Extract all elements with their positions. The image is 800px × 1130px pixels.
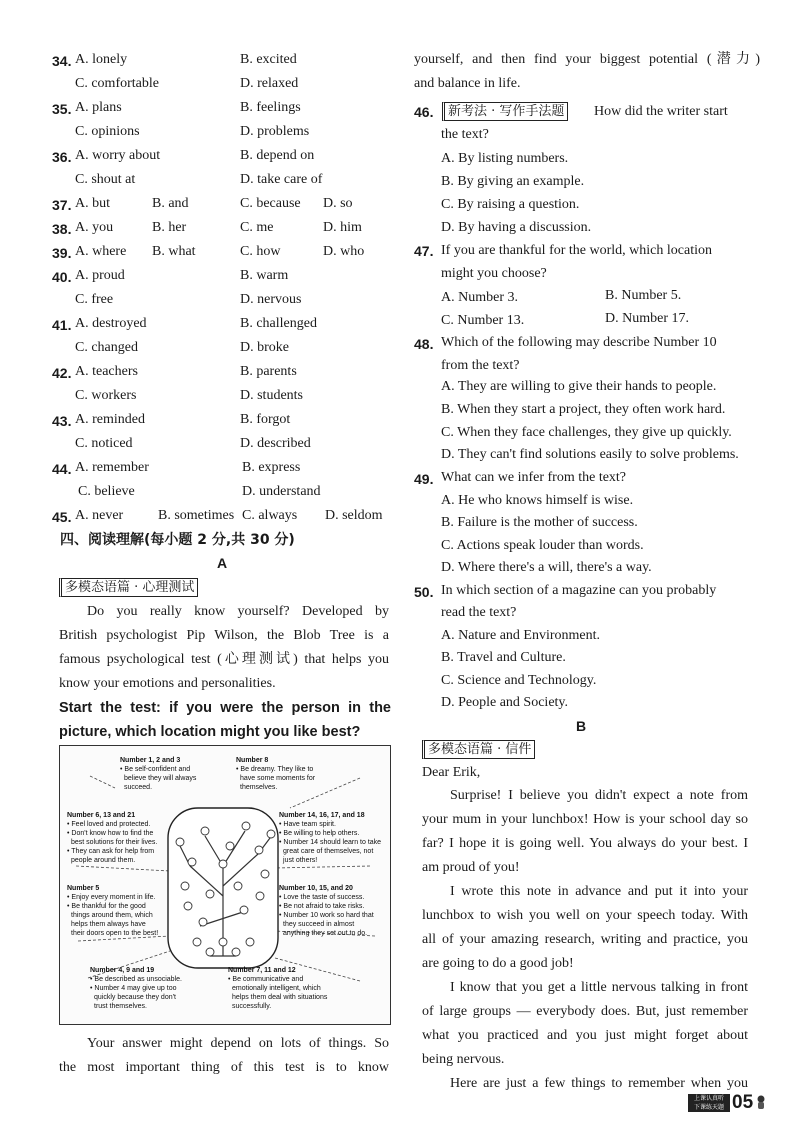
passage-a-paragraph-1 — [59, 600, 389, 696]
box-line: • Don't know how to find the — [67, 830, 154, 837]
option-a: A. but — [75, 196, 110, 211]
box-line: succeed. — [124, 784, 153, 791]
option-d: D. By having a discussion. — [441, 220, 592, 235]
option-a: A. proud — [75, 268, 125, 283]
box-line: • Be thankful for the good — [67, 903, 146, 910]
test-instruction — [59, 696, 391, 744]
question-stem: In which section of a magazine can you probably — [441, 583, 717, 598]
box-line: themselves. — [240, 784, 278, 791]
blob-tree-figure — [59, 745, 391, 1025]
box-line: emotionally intelligent, which — [232, 985, 321, 992]
figure-box-7 — [90, 966, 182, 1011]
option-a: A. He who knows himself is wise. — [441, 493, 634, 508]
question-tag: 新考法 · 写作手法题 — [442, 102, 568, 121]
question-number: 44. — [52, 461, 72, 477]
option-a: A. never — [75, 508, 124, 523]
text-line: British psychologist Pip Wilson, the Blob Tree is a — [59, 628, 389, 643]
passage-tag: 多模态语篇 · 心理测试 — [59, 578, 198, 597]
question-number: 35. — [52, 101, 72, 117]
question-number: 41. — [52, 317, 72, 333]
box-line: helps them always have — [71, 921, 146, 928]
question-stem: from the text? — [441, 358, 520, 373]
option-d: D. broke — [240, 340, 289, 355]
text-line: Start the test: if you were the person in the — [59, 700, 391, 716]
option-d: D. understand — [242, 484, 321, 499]
option-d: D. described — [240, 436, 311, 451]
option-a: A. lonely — [75, 52, 128, 67]
option-d: D. Number 17. — [605, 311, 689, 326]
box-heading: Number 10, 15, and 20 — [279, 885, 353, 892]
box-line: • Have team spirit. — [279, 821, 336, 828]
badge-line: 上课认真听 — [693, 1095, 724, 1102]
option-b: B. sometimes — [158, 508, 235, 523]
option-a: A. Number 3. — [441, 290, 518, 305]
option-b: B. When they start a project, they often work hard. — [441, 402, 726, 417]
box-line: have some moments for — [240, 775, 316, 782]
option-c: C. always — [242, 508, 298, 523]
option-b: B. her — [152, 220, 187, 235]
text-line: know your emotions and personalities. — [59, 676, 276, 691]
section-heading: 四、阅读理解(每小题 2 分,共 30 分) — [60, 532, 295, 548]
option-a: A. reminded — [75, 412, 145, 427]
option-d: D. relaxed — [240, 76, 299, 91]
text-line: far? I hope it is going well. You always do your best. I — [422, 836, 748, 851]
option-c: C. free — [75, 292, 114, 307]
option-b: B. what — [152, 244, 196, 259]
text-line: are going to do a good job! — [422, 956, 574, 971]
box-line: just others! — [283, 857, 318, 864]
text-line: of large groups — everybody does. But, just remember — [422, 1004, 748, 1019]
passage-a-continuation — [414, 48, 760, 96]
page-badge — [688, 1092, 768, 1114]
question-stem: might you choose? — [441, 266, 547, 281]
option-b: B. feelings — [240, 100, 301, 115]
question-stem: read the text? — [441, 605, 517, 620]
question-number: 37. — [52, 197, 72, 213]
text-line: and balance in life. — [414, 76, 521, 91]
option-d: D. Where there's a will, there's a way. — [441, 560, 652, 575]
option-d: D. problems — [240, 124, 310, 139]
figure-box-4 — [279, 811, 381, 865]
option-d: D. nervous — [240, 292, 302, 307]
option-c: C. shout at — [75, 172, 136, 187]
option-b: B. By giving an example. — [441, 174, 585, 189]
text-line: Here are just a few things to remember when you — [450, 1076, 748, 1091]
box-line: • Number 4 may give up too — [90, 985, 177, 992]
box-line: • Number 14 should learn to take — [279, 839, 382, 846]
box-line: people around them. — [71, 857, 136, 864]
figure-box-2 — [236, 756, 315, 792]
figure-box-8 — [228, 966, 327, 1011]
box-line: things around them, which — [71, 912, 153, 919]
text-line: I know that you get a little nervous talking in front — [450, 980, 748, 995]
option-b: B. excited — [240, 52, 297, 67]
box-line: successfully. — [232, 1003, 272, 1010]
option-a: A. worry about — [75, 148, 161, 163]
box-heading: Number 14, 16, 17, and 18 — [279, 812, 365, 819]
option-d: D. him — [323, 220, 362, 235]
box-line: • Love the taste of success. — [279, 894, 365, 901]
option-c: C. me — [240, 220, 274, 235]
question-number: 34. — [52, 53, 72, 69]
option-a: A. you — [75, 220, 114, 235]
option-a: A. They are willing to give their hands to people. — [441, 379, 717, 394]
box-line: believe they will always — [124, 775, 197, 782]
letter-paragraph-1 — [422, 784, 748, 880]
option-b: B. Failure is the mother of success. — [441, 515, 638, 530]
box-line: • Be willing to help others. — [279, 830, 360, 837]
option-c: C. When they face challenges, they give up quickly. — [441, 425, 732, 440]
box-line: • Enjoy every moment in life. — [67, 894, 156, 901]
option-a: A. remember — [75, 460, 149, 475]
option-b: B. Travel and Culture. — [441, 650, 566, 665]
option-d: D. students — [240, 388, 303, 403]
passage-tag: 多模态语篇 · 信件 — [422, 740, 535, 759]
question-stem: What can we infer from the text? — [441, 470, 627, 485]
box-line: anything they set out to do. — [283, 930, 368, 937]
question-number: 50. — [414, 584, 434, 600]
option-a: A. teachers — [75, 364, 138, 379]
option-a: A. By listing numbers. — [441, 151, 569, 166]
mascot-icon — [756, 1095, 766, 1109]
box-line: • Number 10 work so hard that — [279, 912, 374, 919]
box-line: • Feel loved and protected. — [67, 821, 151, 828]
figure-box-1 — [120, 756, 196, 792]
text-line: the most important thing of this test is to know — [59, 1060, 389, 1075]
figure-box-3 — [67, 811, 157, 865]
question-number: 47. — [414, 243, 434, 259]
box-heading: Number 7, 11 and 12 — [228, 967, 296, 974]
question-stem: How did the writer start — [594, 104, 728, 119]
option-c: C. comfortable — [75, 76, 159, 91]
box-line: • They can ask for help from — [67, 848, 155, 855]
option-d: D. who — [323, 244, 365, 259]
box-line: trust themselves. — [94, 1003, 147, 1010]
box-heading: Number 5 — [67, 885, 100, 892]
box-line: helps them deal with situations — [232, 994, 328, 1001]
box-line: great care of themselves, not — [283, 848, 374, 855]
option-b: B. parents — [240, 364, 297, 379]
option-c: C. workers — [75, 388, 137, 403]
question-number: 38. — [52, 221, 72, 237]
box-line: • Be dreamy. They like to — [236, 766, 314, 773]
passage-letter: A — [217, 555, 228, 571]
figure-box-5 — [67, 884, 158, 938]
box-line: • Be not afraid to take risks. — [279, 903, 365, 910]
option-c: C. noticed — [75, 436, 133, 451]
box-line: • Be self-confident and — [120, 766, 191, 773]
box-heading: Number 8 — [236, 757, 269, 764]
question-number: 36. — [52, 149, 72, 165]
box-line: their doors open to the best! — [71, 930, 159, 937]
question-number: 43. — [52, 413, 72, 429]
option-c: C. Science and Technology. — [441, 673, 597, 688]
option-c: C. believe — [78, 484, 135, 499]
option-d: D. They can't find solutions easily to solve problems. — [441, 447, 739, 462]
letter-paragraph-3 — [422, 976, 748, 1072]
question-number: 45. — [52, 509, 72, 525]
option-b: B. warm — [240, 268, 289, 283]
text-line: I wrote this note in advance and put it into your — [450, 884, 748, 899]
option-d: D. take care of — [240, 172, 323, 187]
text-line: what you practiced and you just might forget about — [422, 1028, 748, 1043]
text-line: all of your amazing research, writing and practice, you — [422, 932, 748, 947]
option-a: A. destroyed — [75, 316, 147, 331]
box-line: best solutions for their lives. — [71, 839, 158, 846]
text-line: your mum in your lunchbox! How is your school day so — [422, 812, 748, 827]
option-b: B. Number 5. — [605, 288, 682, 303]
option-b: B. depend on — [240, 148, 315, 163]
text-line: being nervous. — [422, 1052, 505, 1067]
page-badge-caption — [688, 1094, 730, 1112]
option-c: C. opinions — [75, 124, 140, 139]
option-a: A. plans — [75, 100, 122, 115]
option-d: D. seldom — [325, 508, 383, 523]
page-number: 05 — [732, 1092, 754, 1113]
option-b: B. express — [242, 460, 301, 475]
question-number: 46. — [414, 104, 434, 120]
question-stem: If you are thankful for the world, which location — [441, 243, 712, 258]
option-c: C. Number 13. — [441, 313, 525, 328]
letter-paragraph-2 — [422, 880, 748, 976]
box-line: they succeed in almost — [283, 921, 355, 928]
question-number: 39. — [52, 245, 72, 261]
text-line: Surprise! I believe you didn't expect a note from — [450, 788, 748, 803]
box-heading: Number 4, 9 and 19 — [90, 967, 155, 974]
option-a: A. where — [75, 244, 127, 259]
text-line: famous psychological test (心理测试) that helps you — [59, 652, 389, 667]
passage-a-paragraph-2 — [59, 1032, 389, 1080]
option-d: D. so — [323, 196, 353, 211]
option-b: B. and — [152, 196, 189, 211]
option-c: C. how — [240, 244, 281, 259]
question-stem: the text? — [441, 127, 489, 142]
option-c: C. By raising a question. — [441, 197, 580, 212]
option-d: D. People and Society. — [441, 695, 569, 710]
option-c: C. because — [240, 196, 301, 211]
badge-line: 下课练天题 — [693, 1104, 724, 1111]
text-line: Do you really know yourself? Developed by — [87, 604, 389, 619]
text-line: lunchbox to wish you well on your speech today. With — [422, 908, 748, 923]
option-c: C. changed — [75, 340, 138, 355]
box-heading: Number 6, 13 and 21 — [67, 812, 136, 819]
figure-box-6 — [279, 884, 374, 938]
question-stem: Which of the following may describe Number 10 — [441, 335, 717, 350]
option-b: B. challenged — [240, 316, 317, 331]
letter-greeting: Dear Erik, — [422, 765, 481, 780]
passage-letter: B — [576, 718, 587, 734]
option-b: B. forgot — [240, 412, 291, 427]
option-c: C. Actions speak louder than words. — [441, 538, 644, 553]
text-line: yourself, and then find your biggest potential (潜力) — [414, 52, 760, 67]
text-line: Your answer might depend on lots of things. So — [87, 1036, 389, 1051]
question-number: 49. — [414, 471, 434, 487]
text-line: am proud of you! — [422, 860, 520, 875]
box-heading: Number 1, 2 and 3 — [120, 757, 181, 764]
question-number: 40. — [52, 269, 72, 285]
question-number: 48. — [414, 336, 434, 352]
box-line: quickly because they don't — [94, 994, 176, 1001]
option-a: A. Nature and Environment. — [441, 628, 601, 643]
box-line: • Be communicative and — [228, 976, 304, 983]
question-number: 42. — [52, 365, 72, 381]
text-line: picture, which location might you like best? — [59, 724, 361, 740]
box-line: • Be described as unsociable. — [90, 976, 182, 983]
